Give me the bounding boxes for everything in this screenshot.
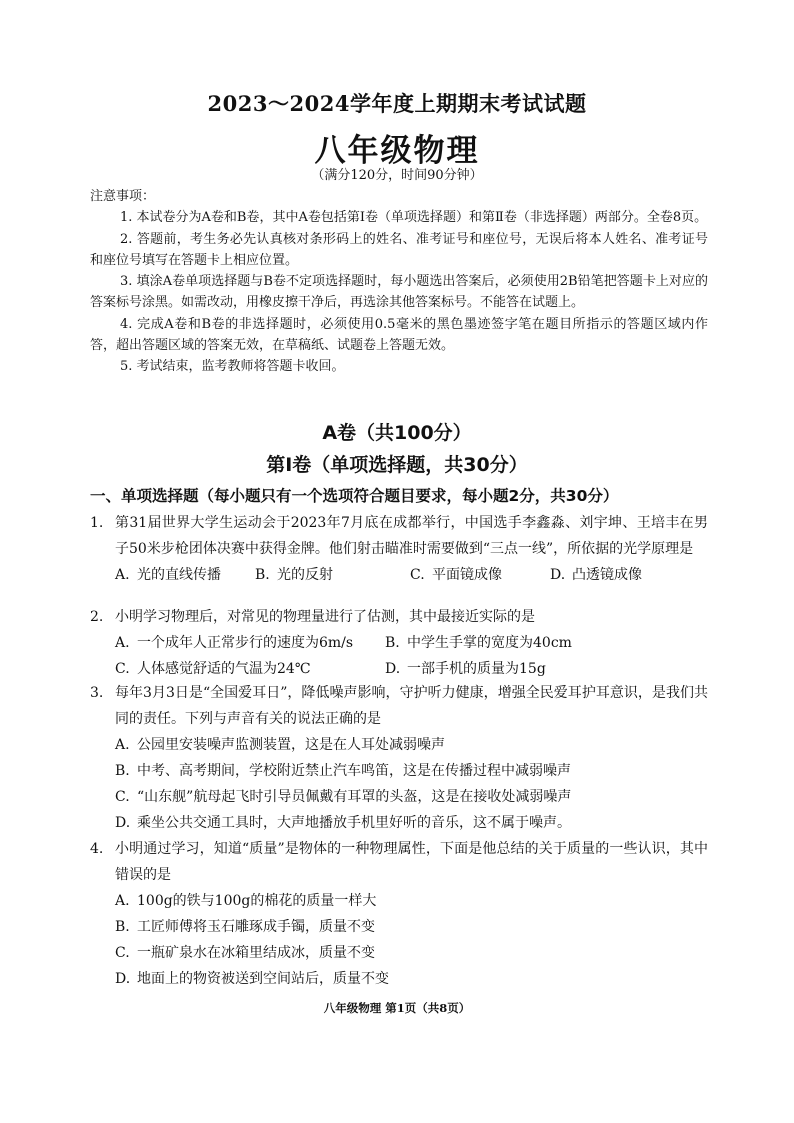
notes-heading: 注意事项： [90, 189, 156, 204]
option-d: D. 凸透镜成像 [550, 567, 642, 583]
option-d: D. 乘坐公共交通工具时，大声地播放手机里好听的音乐，这不属于噪声。 [115, 815, 571, 831]
volume-1-heading: 第Ⅰ卷（单项选择题，共30分） [266, 454, 528, 476]
option-b: B. 光的反射 [255, 567, 333, 583]
question-3 [90, 680, 708, 836]
option-a: A. 光的直线传播 [115, 567, 221, 583]
question-stem: 小明学习物理后，对常见的物理量进行了估测，其中最接近实际的是 [115, 609, 535, 625]
question-stem: 第31届世界大学生运动会于2023年7月底在成都举行，中国选手李鑫淼、刘宇坤、王培丰在男子50米步枪团体决赛中获得金牌。他们射击瞄准时需要做到“三点一线”，所依据的光学原理是 [115, 515, 708, 557]
option-d: D. 一部手机的质量为15g [385, 661, 546, 677]
exam-title: 2023～2024学年度上期期末考试试题 [207, 91, 587, 116]
note-item: 3. 填涂A卷单项选择题与B卷不定项选择题时，每小题选出答案后，必须使用2B铅笔把答题卡上对应的答案标号涂黑。如需改动，用橡皮擦干净后，再选涂其他答案标号。不能答在试题上。 [90, 274, 708, 311]
question-stem: 每年3月3日是“全国爱耳日”，降低噪声影响，守护听力健康，增强全民爱耳护耳意识，是我们共同的责任。下列与声音有关的说法正确的是 [115, 685, 708, 727]
question-2 [90, 604, 708, 682]
volume-a-heading: A卷（共100分） [322, 422, 472, 444]
option-a: A. 100g的铁与100g的棉花的质量一样大 [115, 893, 377, 909]
question-stem: 小明通过学习，知道“质量”是物体的一种物理属性，下面是他总结的关于质量的一些认识，其中错误的是 [115, 841, 708, 883]
exam-subtitle: （满分120分，时间90分钟） [311, 168, 483, 183]
options-row [90, 630, 708, 656]
question-number: 1. [90, 515, 104, 531]
note-item: 5. 考试结束，监考教师将答题卡收回。 [120, 359, 345, 375]
question-number: 4. [90, 841, 104, 857]
note-item: 1. 本试卷分为A卷和B卷，其中A卷包括第Ⅰ卷（单项选择题）和第Ⅱ卷（非选择题）两部分。全卷8页。 [120, 210, 708, 226]
note-item: 4. 完成A卷和B卷的非选择题时，必须使用0.5毫米的黑色墨迹签字笔在题目所指示的答题区域内作答，超出答题区域的答案无效，在草稿纸、试题卷上答题无效。 [90, 316, 708, 354]
question-1 [90, 510, 708, 588]
notes-block [90, 186, 708, 378]
question-4 [90, 836, 708, 992]
option-b: B. 中考、高考期间，学校附近禁止汽车鸣笛，这是在传播过程中减弱噪声 [115, 763, 571, 779]
options-row [90, 656, 708, 682]
option-b: B. 工匠师傅将玉石雕琢成手镯，质量不变 [115, 919, 375, 935]
option-c: C. 人体感觉舒适的气温为24℃ [115, 661, 311, 677]
option-b: B. 中学生手掌的宽度为40cm [385, 635, 572, 651]
option-d: D. 地面上的物资被送到空间站后，质量不变 [115, 971, 389, 987]
question-number: 3. [90, 685, 104, 701]
option-c: C. 一瓶矿泉水在冰箱里结成冰，质量不变 [115, 945, 375, 961]
option-a: A. 公园里安装噪声监测装置，这是在人耳处减弱噪声 [115, 737, 445, 753]
option-c: C. “山东舰”航母起飞时引导员佩戴有耳罩的头盔，这是在接收处减弱噪声 [115, 789, 572, 805]
note-item: 2. 答题前，考生务必先认真核对条形码上的姓名、准考证号和座位号，无误后将本人姓名、准考证号和座位号填写在答题卡上相应位置。 [90, 231, 708, 268]
options-row [90, 562, 708, 588]
subject-title: 八年级物理 [314, 133, 480, 169]
option-a: A. 一个成年人正常步行的速度为6m/s [115, 635, 354, 651]
question-number: 2. [90, 609, 104, 625]
page-footer: 八年级物理 第1页（共8页） [323, 1001, 471, 1015]
option-c: C. 平面镜成像 [410, 567, 502, 583]
section-heading: 一、单项选择题（每小题只有一个选项符合题目要求，每小题2分，共30分） [90, 487, 619, 505]
